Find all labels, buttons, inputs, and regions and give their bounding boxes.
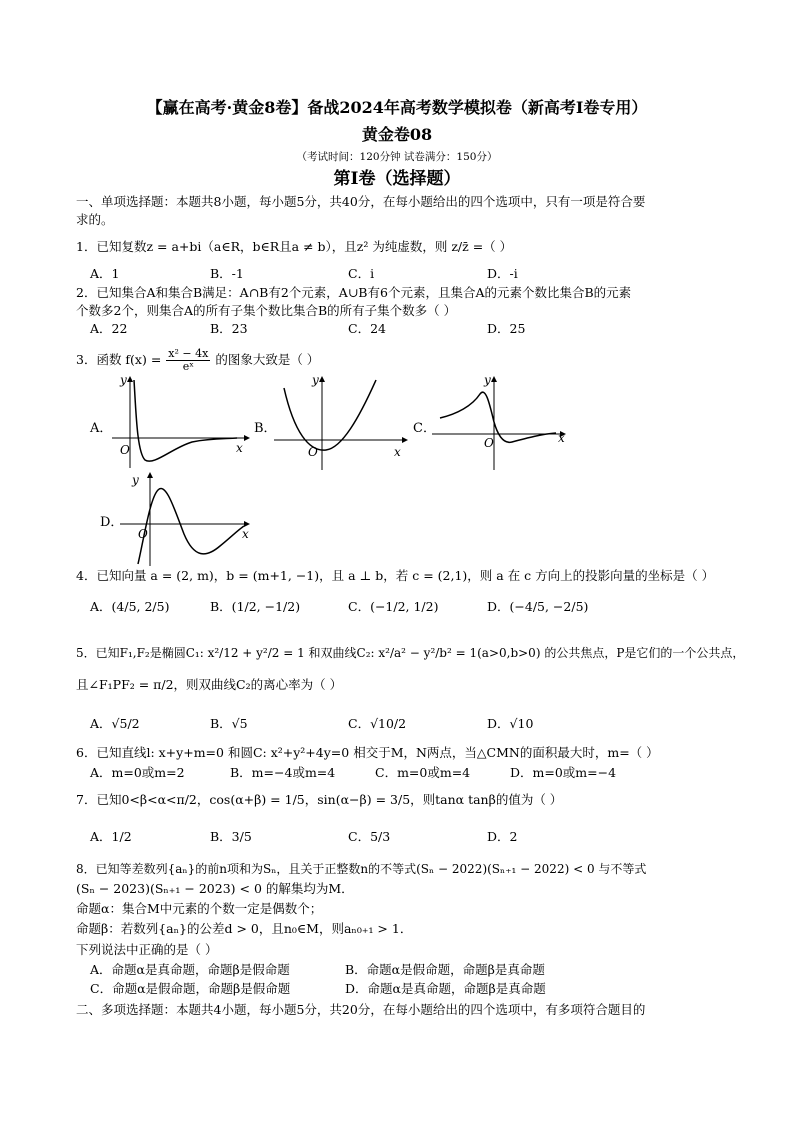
q3-graph-d-origin: O [138,527,148,541]
exam-title: 【赢在高考·黄金8卷】备战2024年高考数学模拟卷（新高考I卷专用） [146,98,648,117]
q2-option-c: C．24 [348,321,386,336]
q1-option-a: A．1 [90,266,120,281]
q6-option-c: C．m=0或m=4 [375,765,471,780]
q2-option-b: B．23 [210,321,248,336]
q3-graph-a-y-label: y [120,373,127,387]
q8-option-a: A．命题α是真命题，命题β是假命题 [90,962,290,977]
q3-graph-c-y-label: y [484,373,491,387]
q8-line3: 命题α：集合M中元素的个数一定是偶数个； [76,901,323,916]
q4-option-d: D．(−4/5, −2/5) [487,599,589,614]
q3-fraction [166,348,210,373]
q7-stem: 7．已知0<β<α<π/2，cos(α+β) = 1/5，sin(α−β) = 3/5，则tanα tanβ的值为（ ） [76,792,563,807]
q3-graph-d [120,468,260,568]
section1-line1: 一、单项选择题：本题共8小题，每小题5分，共40分，在每小题给出的四个选项中，只有一项是符合要 [76,194,646,209]
q6-option-d: D．m=0或m=−4 [510,765,617,780]
q5-line1: 5．已知F₁,F₂是椭圆C₁: x²/12 + y²/2 = 1 和双曲线C₂: x²/a² − y²/b² = 1(a>0,b>0) 的公共焦点，P是它们的一个公共点， [76,646,745,660]
q8-line5: 下列说法中正确的是（ ） [76,942,218,957]
q3-label-c: C． [413,421,436,436]
q3-graph-b-x-label: x [394,445,401,459]
q6-stem: 6．已知直线l: x+y+m=0 和圆C: x²+y²+4y=0 相交于M，N两点，当△CMN的面积最大时，m=（ ） [76,745,659,760]
q5-line2: 且∠F₁PF₂ = π/2，则双曲线C₂的离心率为（ ） [76,677,343,692]
q4-option-b: B．(1/2, −1/2) [210,599,301,614]
q8-line1: 8．已知等差数列{aₙ}的前n项和为Sₙ，且关于正整数n的不等式(Sₙ − 2022)(Sₙ₊₁ − 2022) < 0 与不等式 [76,862,647,876]
q7-option-c: C．5/3 [348,829,391,844]
q5-option-a: A．√5/2 [90,716,140,731]
q5-option-b: B．√5 [210,716,248,731]
q7-option-d: D．2 [487,829,518,844]
q3-denominator: eˣ [182,360,194,373]
q2-line2: 个数多2个，则集合A的所有子集个数比集合B的所有子集个数多（ ） [76,303,457,318]
q2-option-a: A．22 [90,321,128,336]
q3-graph-a-origin: O [120,443,130,457]
q8-option-b: B．命题α是假命题，命题β是真命题 [345,962,545,977]
q8-option-d: D．命题α是真命题，命题β是真命题 [345,981,546,996]
q8-line4: 命题β：若数列{aₙ}的公差d > 0，且n₀∈M，则aₙ₀₊₁ > 1． [76,921,413,936]
q3-graph-c [432,372,572,472]
q5-option-c: C．√10/2 [348,716,407,731]
q1-stem: 1．已知复数z = a+bi（a∈R，b∈R且a ≠ b），且z² 为纯虚数，则 z/z̄ =（ ） [76,239,513,254]
q3-graph-b-y-label: y [312,373,319,387]
q4-option-c: C．(−1/2, 1/2) [348,599,439,614]
q2-line1: 2．已知集合A和集合B满足：A∩B有2个元素，A∪B有6个元素，且集合A的元素个数比集合B的元素 [76,285,632,300]
q3-label-b: B． [254,421,277,436]
q3-stem [76,348,319,373]
exam-meta: （考试时间：120分钟 试卷满分：150分） [296,151,498,163]
q3-label-d: D． [100,515,124,530]
q7-option-b: B．3/5 [210,829,252,844]
q3-graph-c-origin: O [484,436,494,450]
q3-graph-a-x-label: x [236,441,243,455]
q8-line2: (Sₙ − 2023)(Sₙ₊₁ − 2023) < 0 的解集均为M． [76,881,354,896]
q3-stem-post: 的图象大致是（ ） [215,352,320,367]
q6-option-b: B．m=−4或m=4 [230,765,336,780]
q3-graph-b [274,372,414,472]
q3-graph-b-origin: O [308,445,318,459]
q4-stem: 4．已知向量 a = (2, m)，b = (m+1, −1)，且 a ⊥ b，若 c = (2,1)，则 a 在 c 方向上的投影向量的坐标是（ ） [76,568,715,583]
q1-option-d: D．-i [487,266,518,281]
volume-heading: 第I卷（选择题） [333,169,461,189]
q2-option-d: D．25 [487,321,526,336]
q6-option-a: A．m=0或m=2 [90,765,185,780]
section2-line1: 二、多项选择题：本题共4小题，每小题5分，共20分，在每小题给出的四个选项中，有多项符合题目的 [76,1002,646,1017]
q3-graph-c-x-label: x [558,431,565,445]
q5-option-d: D．√10 [487,716,534,731]
q3-graph-d-x-label: x [242,527,249,541]
q1-option-c: C．i [348,266,375,281]
q3-graph-d-y-label: y [132,473,139,487]
q3-stem-pre: 3．函数 f(x) = [76,352,162,367]
q8-option-c: C．命题α是假命题，命题β是假命题 [90,981,291,996]
q3-graph-a [112,372,252,472]
q7-option-a: A．1/2 [90,829,132,844]
exam-subtitle: 黄金卷08 [361,125,433,144]
q3-numerator: x² − 4x [168,347,209,360]
q1-option-b: B．-1 [210,266,244,281]
section1-line2: 求的。 [76,212,114,227]
q4-option-a: A．(4/5, 2/5) [90,599,170,614]
q3-label-a: A． [90,421,113,436]
